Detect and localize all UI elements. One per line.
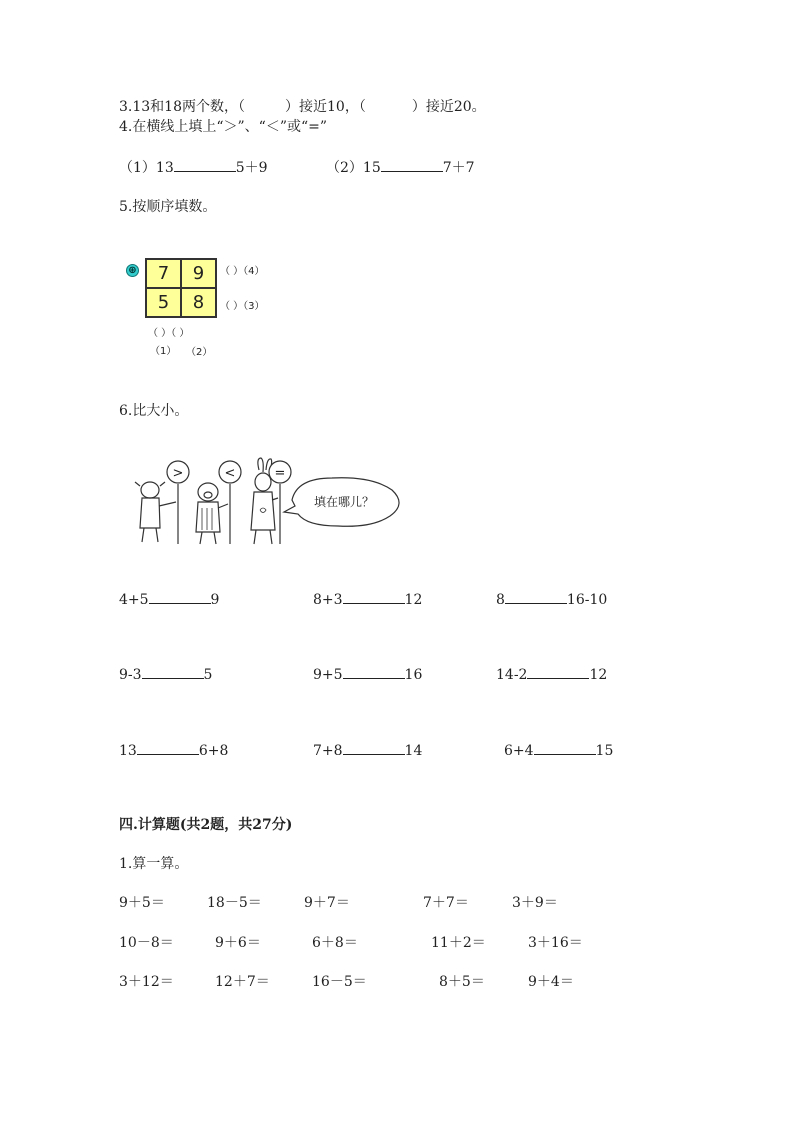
- question-4-title: 4.在横线上填上“＞”、“＜”或“=”: [119, 119, 328, 135]
- compare-right: 15: [595, 743, 614, 759]
- calc-item: 18－5＝: [207, 895, 262, 911]
- compare-left: 14-2: [496, 667, 528, 683]
- compare-item: [313, 590, 422, 609]
- question-3: [119, 98, 486, 116]
- grid-label-3: （ ）（3）: [220, 301, 265, 312]
- answer-blank[interactable]: [381, 158, 443, 172]
- compare-item: [496, 590, 607, 609]
- calc-item: 10－8＝: [119, 935, 174, 951]
- animals-with-signs-illustration: [132, 456, 412, 548]
- calc-item: 9＋4＝: [528, 974, 574, 990]
- compare-left: 4+5: [119, 592, 149, 608]
- compare-right: 16-10: [566, 592, 608, 608]
- q3-text-a: 3.13和18两个数，（: [119, 99, 245, 115]
- calc-item: 9＋6＝: [215, 935, 261, 951]
- calc-item: 6＋8＝: [312, 935, 358, 951]
- compare-item: [119, 665, 212, 684]
- compare-right: 12: [404, 592, 423, 608]
- grid-cell: 7: [146, 259, 181, 288]
- answer-blank[interactable]: [174, 158, 236, 172]
- compare-left: 6+4: [504, 743, 534, 759]
- grid-cell: 9: [181, 259, 216, 288]
- compare-left: 7+8: [313, 743, 343, 759]
- compare-left: 8+3: [313, 592, 343, 608]
- calc-item: 3＋9＝: [512, 895, 558, 911]
- grid-cell: 5: [146, 288, 181, 317]
- sign-equal: =: [274, 466, 286, 481]
- answer-blank[interactable]: [343, 741, 405, 755]
- compare-right: 16: [404, 667, 423, 683]
- compare-right: 12: [589, 667, 608, 683]
- compare-item: [504, 741, 613, 760]
- q4-p1-post: 5＋9: [235, 160, 268, 176]
- compare-right: 6+8: [198, 743, 229, 759]
- section-4-question-1: 1.算一算。: [119, 856, 189, 872]
- plus-circle-icon: ⊕: [126, 264, 139, 277]
- calc-item: 12＋7＝: [215, 974, 270, 990]
- q3-text-c: ）接近20。: [411, 99, 486, 115]
- calc-item: 16－5＝: [312, 974, 367, 990]
- calc-item: 7＋7＝: [423, 895, 469, 911]
- answer-blank[interactable]: [527, 665, 589, 679]
- question-4-part2: [326, 158, 475, 177]
- question-6-title: 6.比大小。: [119, 403, 189, 419]
- answer-blank[interactable]: [137, 741, 199, 755]
- compare-left: 9-3: [119, 667, 142, 683]
- q4-p1-pre: （1）13: [119, 160, 174, 176]
- sign-less: <: [224, 466, 236, 481]
- compare-right: 9: [210, 592, 220, 608]
- compare-item: [119, 741, 228, 760]
- calc-item: 9＋7＝: [304, 895, 350, 911]
- grid-label-2: （2）: [186, 347, 213, 358]
- grid-label-1: （1）: [150, 346, 177, 357]
- compare-left: 9+5: [313, 667, 343, 683]
- answer-blank[interactable]: [142, 665, 204, 679]
- section-4-title: 四.计算题(共2题，共27分): [119, 817, 293, 833]
- answer-blank[interactable]: [149, 590, 211, 604]
- calc-item: 11＋2＝: [431, 935, 486, 951]
- question-4-part1: [119, 158, 268, 177]
- compare-left: 8: [496, 592, 505, 608]
- grid-label-4: （ ）（4）: [220, 266, 265, 277]
- calc-item: 3＋12＝: [119, 974, 174, 990]
- answer-blank[interactable]: [343, 590, 405, 604]
- grid-label-bottom-parens: （ ）（ ）: [148, 328, 190, 339]
- question-5-title: 5.按顺序填数。: [119, 199, 217, 215]
- sign-greater: >: [172, 466, 184, 481]
- calc-item: 9＋5＝: [119, 895, 165, 911]
- compare-item: [119, 590, 219, 609]
- grid-cell: 8: [181, 288, 216, 317]
- q4-p2-post: 7＋7: [442, 160, 475, 176]
- number-grid: [145, 258, 217, 318]
- calc-item: 3＋16＝: [528, 935, 583, 951]
- compare-item: [313, 665, 422, 684]
- compare-left: 13: [119, 743, 137, 759]
- q4-p2-pre: （2）15: [326, 160, 381, 176]
- speech-bubble-text: 填在哪儿？: [313, 495, 375, 509]
- answer-blank[interactable]: [343, 665, 405, 679]
- q3-text-b: ）接近10，（: [285, 99, 366, 115]
- calc-item: 8＋5＝: [439, 974, 485, 990]
- compare-item: [496, 665, 607, 684]
- compare-right: 14: [404, 743, 423, 759]
- answer-blank[interactable]: [534, 741, 596, 755]
- compare-item: [313, 741, 422, 760]
- answer-blank[interactable]: [505, 590, 567, 604]
- compare-right: 5: [203, 667, 213, 683]
